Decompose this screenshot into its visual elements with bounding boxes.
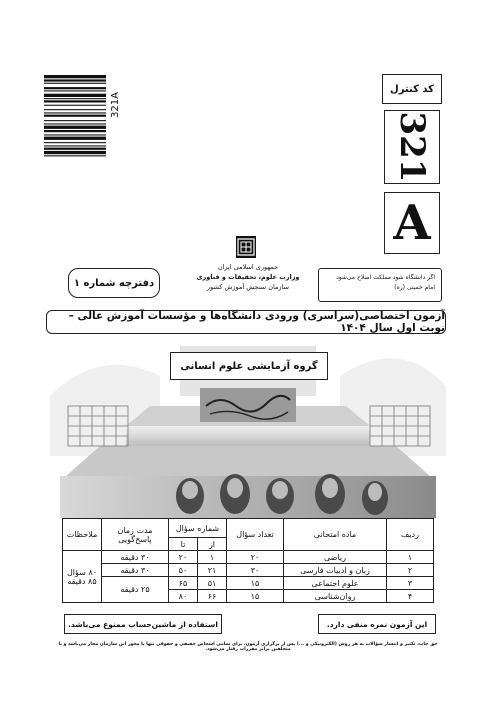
row-from: ۱ [197, 551, 226, 564]
notes-line: ۸۵ دقیقه [67, 576, 97, 586]
header-to: تا [168, 538, 197, 551]
barcode-bar [44, 134, 106, 135]
control-code-label: کد کنترل [382, 74, 442, 104]
notes-line: ۸۰ سؤال [66, 567, 97, 577]
ministry-line: جمهوری اسلامی ایران [217, 263, 279, 271]
barcode-bar [44, 155, 106, 156]
row-time: ۲۵ دقیقه [101, 577, 168, 603]
quote-author: امام خمینی (ره) [394, 284, 435, 291]
barcode-bar [44, 79, 106, 81]
barcode-bar [44, 105, 106, 106]
barcode-bar [44, 87, 106, 89]
row-subject: ریاضی [284, 551, 387, 564]
barcode-bar [44, 83, 106, 84]
barcode-bar [44, 123, 106, 124]
barcode-code: 321A [110, 92, 121, 118]
barcode-bar [44, 112, 106, 113]
barcode-bar [44, 148, 106, 150]
barcode-bar [44, 137, 106, 140]
barcode-bar [44, 75, 106, 78]
header-subject: ماده امتحانی [284, 519, 387, 551]
row-from: ۶۶ [197, 590, 226, 603]
row-count: ۱۵ [227, 577, 284, 590]
row-subject: زبان و ادبیات فارسی [284, 564, 387, 577]
variant-letter: A [384, 192, 440, 254]
header-time: مدت زمان پاسخ‌گویی [101, 519, 168, 551]
row-index: ۴ [387, 590, 434, 603]
control-code-box [384, 110, 440, 184]
exam-title: آزمون اختصاصی(سراسری) ورودی دانشگاه‌ها و مؤسسات آموزش عالی – نوبت اول سال ۱۴۰۴ [46, 310, 446, 334]
row-index: ۱ [387, 551, 434, 564]
row-time: ۳۰ دقیقه [101, 564, 168, 577]
sanjesh-logo-icon [226, 236, 266, 260]
barcode-bar [44, 151, 106, 154]
row-from: ۵۱ [197, 577, 226, 590]
calculator-notice: استفاده از ماشین‌حساب ممنوع می‌باشد. [64, 614, 222, 634]
row-index: ۲ [387, 564, 434, 577]
control-code-number: 321 [392, 111, 432, 183]
row-index: ۳ [387, 577, 434, 590]
row-time: ۳۰ دقیقه [101, 551, 168, 564]
barcode-bar [44, 94, 106, 97]
header-count: تعداد سؤال [227, 519, 284, 551]
ministry-header [196, 262, 300, 292]
group-title: گروه آزمایشی علوم انسانی [170, 352, 328, 380]
barcode-bar [44, 120, 106, 121]
row-to: ۵۰ [168, 564, 197, 577]
header-from: از [197, 538, 226, 551]
quote-notice [318, 268, 442, 302]
booklet-number: دفترچه شماره ۱ [68, 268, 160, 298]
row-subject: علوم اجتماعی [284, 577, 387, 590]
barcode-bar [44, 109, 106, 110]
barcode [44, 75, 106, 195]
row-subject: روان‌شناسی [284, 590, 387, 603]
table-row [63, 564, 434, 577]
barcode-bar [44, 130, 106, 132]
row-to: ۸۰ [168, 590, 197, 603]
barcode-bar [44, 142, 106, 143]
row-count: ۲۰ [227, 551, 284, 564]
header-notes: ملاحظات [63, 519, 102, 551]
quote-line: اگر دانشگاه شود مملکت اصلاح می‌شود [336, 274, 435, 281]
table-row [63, 577, 434, 590]
barcode-bar [44, 100, 106, 102]
row-to: ۲۰ [168, 551, 197, 564]
barcode-bar [44, 115, 106, 117]
ministry-line: وزارت علوم، تحقیقات و فناوری [196, 273, 300, 281]
table-row [63, 551, 434, 564]
barcode-bar [44, 126, 106, 129]
row-count: ۳۰ [227, 564, 284, 577]
row-from: ۲۱ [197, 564, 226, 577]
barcode-bar [44, 90, 106, 91]
copyright-notice: حق چاپ، تکثیر و انتشار سؤالات به هر روش (الکترونیکی و ...) پس از برگزاری آزمون، برای تمامی اشخاص حقیقی و حقوقی تنها با مجوز این سازمان مجاز می‌باشد و با متخلفین برابر مقررات رفتار می‌شود. [58, 642, 438, 652]
row-notes [63, 551, 102, 603]
table-header-row [63, 519, 434, 538]
barcode-bar [44, 98, 106, 99]
negative-marking-notice: این آزمون نمره منفی دارد. [318, 614, 436, 634]
row-count: ۱۵ [227, 590, 284, 603]
ministry-line: سازمان سنجش آموزش کشور [207, 283, 289, 291]
barcode-bar [44, 145, 106, 146]
subjects-table [62, 518, 434, 603]
header-row-index: ردیف [387, 519, 434, 551]
row-to: ۶۵ [168, 577, 197, 590]
header-question-number: شماره سؤال [168, 519, 226, 538]
